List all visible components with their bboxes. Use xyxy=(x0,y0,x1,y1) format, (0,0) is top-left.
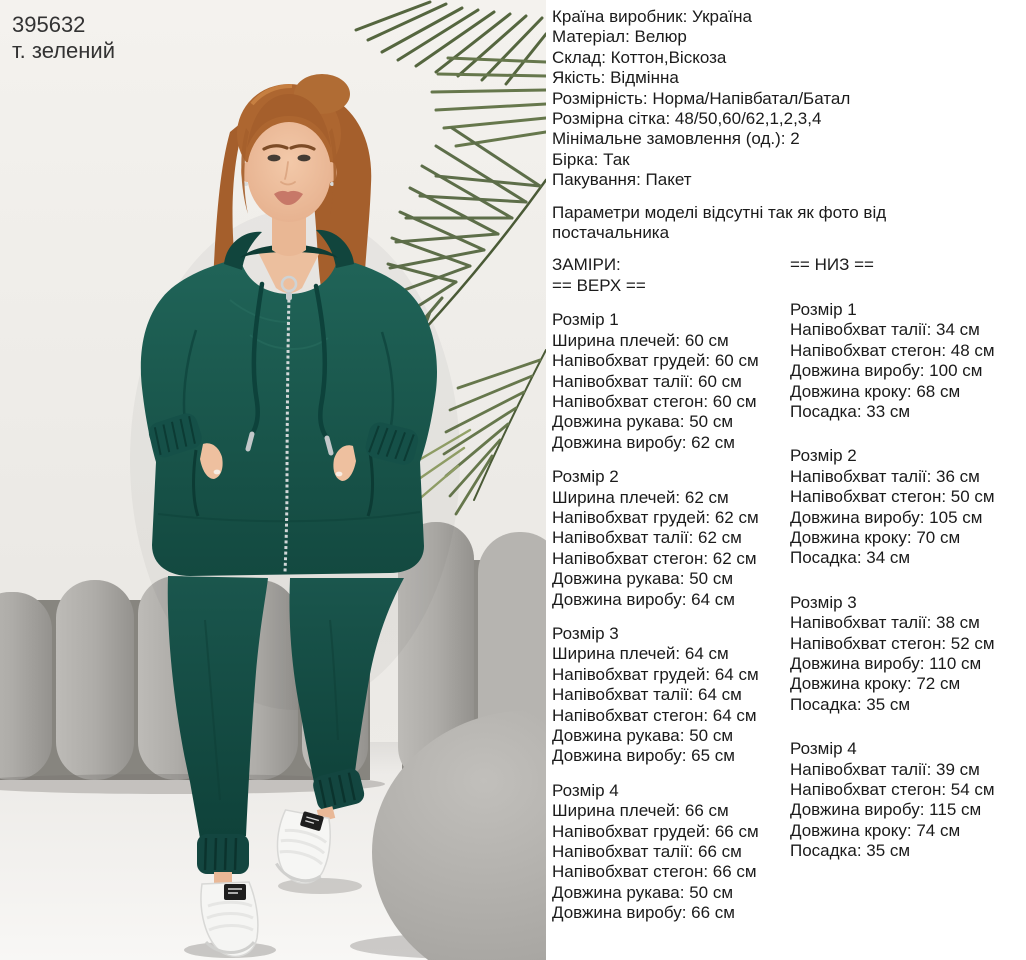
top-size-list xyxy=(552,310,790,923)
measurement-line: Довжина кроку: 68 см xyxy=(790,381,961,401)
measurement-line: Напівобхват грудей: 60 см xyxy=(552,351,759,371)
measurement-line: Напівобхват стегон: 66 см xyxy=(552,862,757,882)
measurement-line: Ширина плечей: 64 см xyxy=(552,644,729,664)
measurement-line: Напівобхват стегон: 64 см xyxy=(552,705,757,725)
measurement-lines xyxy=(552,644,790,766)
measurement-line: Напівобхват талії: 62 см xyxy=(552,528,742,548)
measurements-bottom-column xyxy=(790,255,1024,923)
product-attribute: Мінімальне замовлення (од.): 2 xyxy=(552,129,800,149)
measurement-lines xyxy=(790,760,1024,862)
measurement-lines xyxy=(790,320,1024,422)
size-block xyxy=(790,739,1024,861)
earring xyxy=(244,182,248,186)
size-block xyxy=(790,593,1024,715)
measurement-line: Довжина рукава: 50 см xyxy=(552,726,734,745)
top-section-header: == ВЕРХ == xyxy=(552,275,646,295)
product-attribute: Якість: Відмінна xyxy=(552,68,679,88)
left-sneaker xyxy=(201,882,258,956)
measurement-line: Ширина плечей: 62 см xyxy=(552,487,729,507)
measurement-line: Довжина виробу: 105 см xyxy=(790,507,983,527)
measurement-line: Напівобхват талії: 34 см xyxy=(790,320,980,340)
product-color-label: т. зелений xyxy=(12,38,116,63)
measurements xyxy=(552,255,1024,923)
measurement-line: Довжина виробу: 100 см xyxy=(790,361,983,381)
size-block xyxy=(552,467,790,610)
measurement-line: Напівобхват стегон: 50 см xyxy=(790,487,995,507)
measurement-line: Напівобхват стегон: 54 см xyxy=(790,780,995,799)
measurement-line: Напівобхват грудей: 62 см xyxy=(552,507,759,527)
size-block xyxy=(790,300,1024,422)
product-info-panel xyxy=(552,0,1024,924)
measurement-line: Довжина кроку: 72 см xyxy=(790,674,961,694)
size-block xyxy=(790,446,1024,568)
measurement-line: Напівобхват талії: 64 см xyxy=(552,685,742,705)
measurement-line: Довжина кроку: 70 см xyxy=(790,527,961,547)
measurement-lines xyxy=(552,801,790,923)
measurement-line: Напівобхват талії: 66 см xyxy=(552,842,742,862)
size-block xyxy=(552,310,790,453)
shoe-shadow xyxy=(278,878,362,894)
earring xyxy=(330,182,334,186)
size-label: Розмір 1 xyxy=(552,310,619,330)
measurement-lines xyxy=(552,331,790,453)
product-attribute: Бірка: Так xyxy=(552,149,630,169)
measurement-line: Довжина рукава: 50 см xyxy=(552,882,734,902)
measurement-line: Напівобхват талії: 38 см xyxy=(790,613,980,633)
measurement-line: Напівобхват талії: 60 см xyxy=(552,371,742,391)
measurement-lines xyxy=(790,613,1024,715)
product-attribute: Склад: Коттон,Віскоза xyxy=(552,47,727,67)
product-attribute: Пакування: Пакет xyxy=(552,170,692,190)
measurement-line: Ширина плечей: 60 см xyxy=(552,330,729,350)
size-block xyxy=(552,624,790,767)
product-attribute: Матеріал: Велюр xyxy=(552,27,687,47)
size-label: Розмір 2 xyxy=(552,467,619,487)
size-label: Розмір 3 xyxy=(552,623,619,643)
size-label: Розмір 4 xyxy=(552,780,619,800)
bottom-section-header: == НИЗ == xyxy=(790,255,874,275)
measurement-line: Напівобхват грудей: 64 см xyxy=(552,664,759,684)
size-block xyxy=(552,781,790,924)
measurement-lines xyxy=(790,467,1024,569)
sneaker-tag xyxy=(224,884,246,900)
measurement-line: Напівобхват талії: 39 см xyxy=(790,759,980,779)
measurement-line: Напівобхват стегон: 52 см xyxy=(790,633,995,653)
product-attribute: Розмірна сітка: 48/50,60/62,1,2,3,4 xyxy=(552,109,822,129)
measurement-lines xyxy=(552,488,790,610)
bottom-size-list xyxy=(790,300,1024,862)
measurement-line: Посадка: 33 см xyxy=(790,401,911,421)
measurement-line: Посадка: 35 см xyxy=(790,841,911,861)
right-eye xyxy=(298,155,311,162)
measurement-line: Довжина виробу: 110 см xyxy=(790,653,982,673)
product-attribute: Розмірність: Норма/Напівбатал/Батал xyxy=(552,88,851,108)
measurements-title: ЗАМІРИ: xyxy=(552,255,621,275)
measurement-line: Довжина виробу: 65 см xyxy=(552,746,735,766)
size-label: Розмір 3 xyxy=(790,592,857,612)
measurement-line: Напівобхват стегон: 60 см xyxy=(552,391,757,411)
size-label: Розмір 1 xyxy=(790,299,857,319)
product-attribute: Країна виробник: Україна xyxy=(552,7,752,26)
measurement-line: Посадка: 34 см xyxy=(790,548,911,568)
size-label: Розмір 4 xyxy=(790,739,857,759)
measurement-line: Довжина виробу: 62 см xyxy=(552,432,735,452)
measurement-line: Довжина рукава: 50 см xyxy=(552,569,734,589)
measurement-line: Посадка: 35 см xyxy=(790,694,911,714)
left-ankle-cuff xyxy=(197,834,249,874)
measurement-line: Довжина кроку: 74 см xyxy=(790,820,961,840)
measurement-line: Ширина плечей: 66 см xyxy=(552,801,729,821)
measurement-line: Довжина рукава: 50 см xyxy=(552,412,734,432)
measurement-line: Довжина виробу: 66 см xyxy=(552,903,735,923)
face xyxy=(247,122,331,222)
size-label: Розмір 2 xyxy=(790,446,857,466)
measurement-line: Напівобхват талії: 36 см xyxy=(790,466,980,486)
measurement-line: Напівобхват грудей: 66 см xyxy=(552,821,759,841)
measurement-line: Довжина виробу: 64 см xyxy=(552,589,735,609)
measurement-line: Напівобхват стегон: 48 см xyxy=(790,340,995,360)
supplier-note: Параметри моделі відсутні так як фото від постачальника xyxy=(552,202,887,243)
measurements-top-column xyxy=(552,255,790,923)
product-attributes xyxy=(552,0,1024,191)
left-eye xyxy=(268,155,281,162)
measurement-line: Напівобхват стегон: 62 см xyxy=(552,548,757,568)
photo-caption xyxy=(12,12,115,64)
product-code: 395632 xyxy=(12,12,86,37)
measurement-line: Довжина виробу: 115 см xyxy=(790,800,982,820)
